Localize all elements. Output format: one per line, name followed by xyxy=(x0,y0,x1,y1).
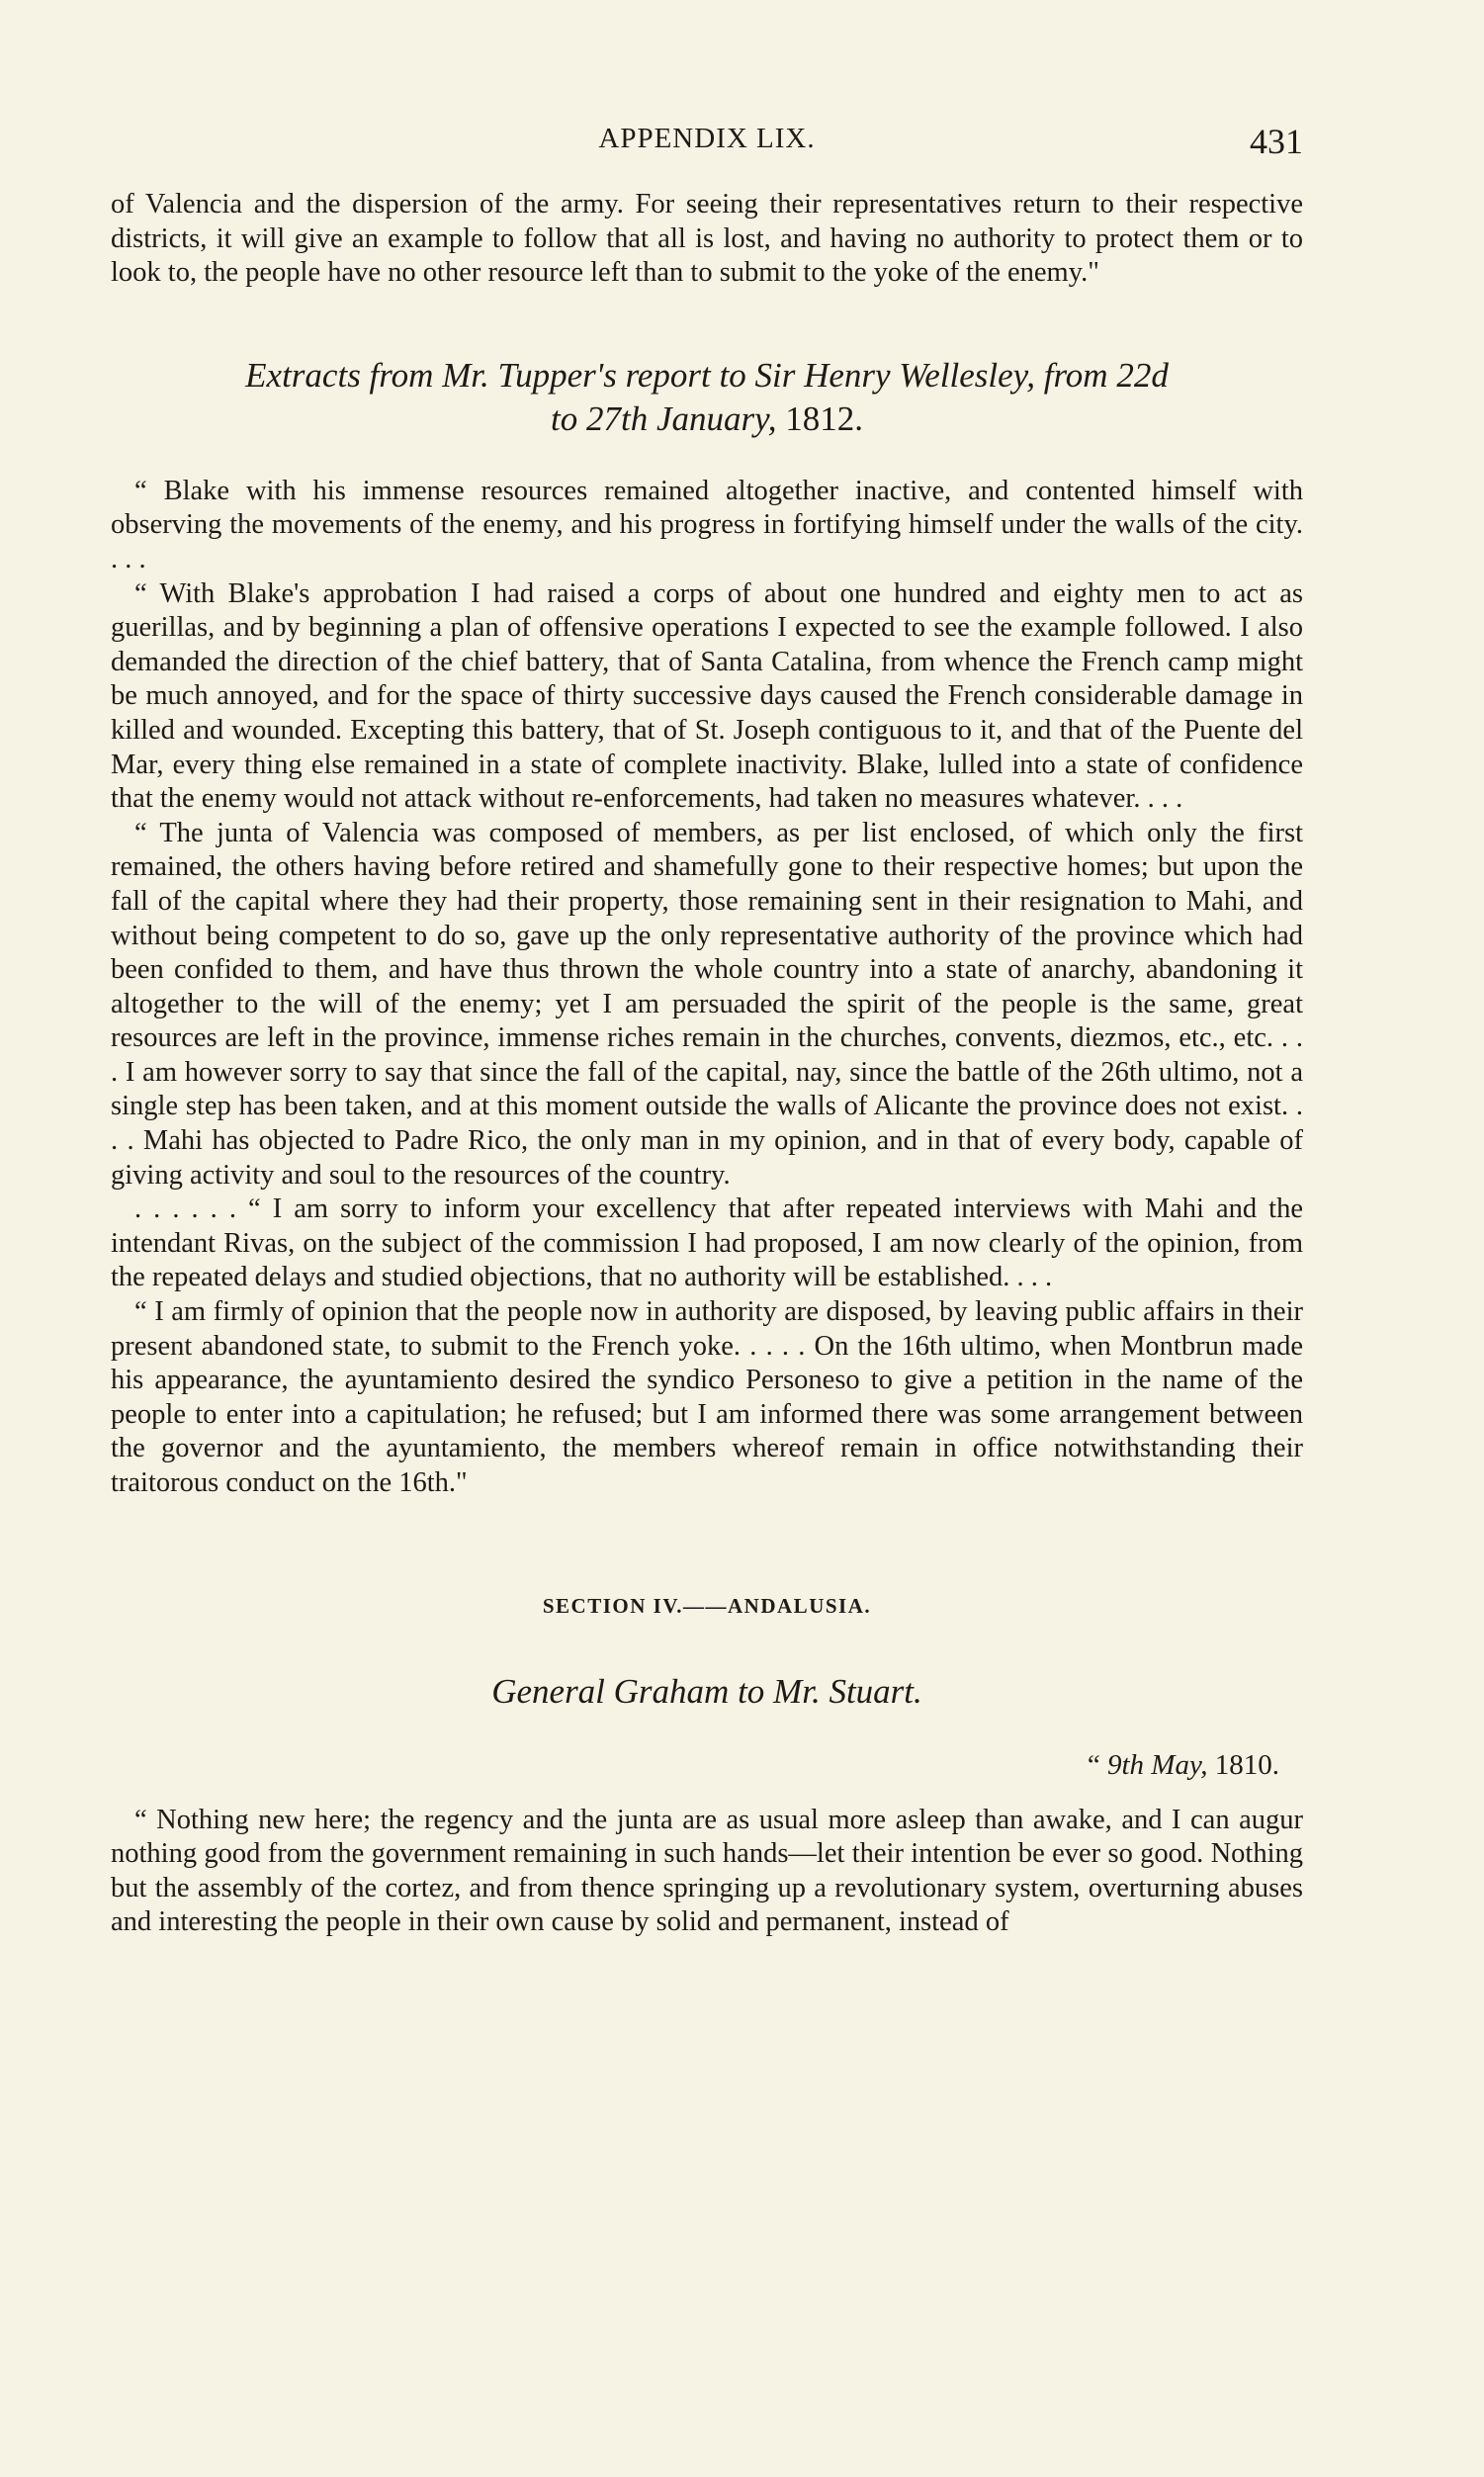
report-paragraph-4: . . . . . . “ I am sorry to inform your excellency that after repeated interviews with Mahi and the intendant Rivas, on the subject of the commission I had proposed, I am now clearly of the opinion, from the repeated delays and studied objections, that no authority will be established. . . . xyxy=(111,1194,1303,1293)
letter-heading: General Graham to Mr. Stuart. xyxy=(491,1671,922,1711)
report-paragraph-5: “ I am firmly of opinion that the people now in authority are disposed, by leaving public affairs in their present abandoned state, to submit to the French yoke. . . . . On the 16th ultimo, when Montbrun made his appearance, the ayuntamiento desired the syndico Personeso to give a petition in the name of the people to enter into a capitulation; he refused; but I am informed there was some arrangement between the governor and the ayuntamiento, the members whereof remain in office notwithstanding their traitorous conduct on the 16th." xyxy=(111,1296,1303,1498)
extract-heading xyxy=(111,354,1303,441)
extract-heading-year: 1812. xyxy=(785,398,863,438)
dateline-quote: “ xyxy=(1087,1748,1107,1781)
intro-paragraph: of Valencia and the dispersion of the army. For seeing their representatives return to their respective districts, it will give an example to follow that all is lost, and having no authority to protect them or to look to, the people have no other resource left than to submit to the yoke of the enemy." xyxy=(111,189,1303,289)
dateline-date: 9th May, xyxy=(1107,1748,1208,1781)
report-paragraph-3: “ The junta of Valencia was composed of members, as per list enclosed, of which only the first remained, the others having before retired and shamefully gone to their respective homes; but upon the fall of the capital where they had their property, those remaining sent in their resignation to Mahi, and without being competent to do so, gave up the only representative authority of the province which had been confided to them, and have thus thrown the whole country into a state of anarchy, abandoning it altogether to the will of the enemy; yet I am persuaded the spirit of the people is the same, great resources are left in the province, immense riches remain in the churches, convents, diezmos, etc., etc. . . . I am however sorry to say that since the fall of the capital, nay, since the battle of the 26th ultimo, not a single step has been taken, and at this moment outside the walls of Alicante the province does not exist. . . . Mahi has objected to Padre Rico, the only man in my opinion, and in that of every body, capable of giving activity and soul to the resources of the country. xyxy=(111,817,1303,1191)
running-header xyxy=(111,117,1303,166)
letter-dateline xyxy=(111,1749,1303,1782)
page-number: 431 xyxy=(1250,122,1303,161)
page-content xyxy=(111,188,1303,1940)
extract-heading-line-2 xyxy=(111,398,1303,441)
report-paragraph-2: “ With Blake's approbation I had raised a corps of about one hundred and eighty men to act as guerillas, and by beginning a plan of offensive operations I expected to see the example followed. I also demanded the direction of the chief battery, that of Santa Catalina, from whence the French camp might be much annoyed, and for the space of thirty successive days caused the French considerable damage in killed and wounded. Excepting this battery, that of St. Joseph contiguous to it, and that of the Puente del Mar, every thing else remained in a state of complete inactivity. Blake, lulled into a state of confidence that the enemy would not attack without re-enforcements, had taken no measures whatever. . . . xyxy=(111,577,1303,815)
report-paragraph-1: “ Blake with his immense resources remained altogether inactive, and contented himself with observing the movements of the enemy, and his progress in fortifying himself under the walls of the city. . . . xyxy=(111,475,1303,575)
extract-heading-line-1: Extracts from Mr. Tupper's report to Sir Henry Wellesley, from 22d xyxy=(245,355,1169,395)
letter-paragraph: “ Nothing new here; the regency and the junta are as usual more asleep than awake, and I can augur nothing good from the government remaining in such hands—let their intention be ever so good. Nothing but the assembly of the cortez, and from thence springing up a revolutionary system, overturning abuses and interesting the people in their own cause by solid and permanent, instead of xyxy=(111,1804,1303,1938)
dateline-year: 1810. xyxy=(1214,1748,1279,1781)
section-heading: SECTION IV.——ANDALUSIA. xyxy=(542,1593,872,1618)
header-title: APPENDIX LIX. xyxy=(598,123,816,154)
extract-heading-date: to 27th January, xyxy=(551,398,777,438)
